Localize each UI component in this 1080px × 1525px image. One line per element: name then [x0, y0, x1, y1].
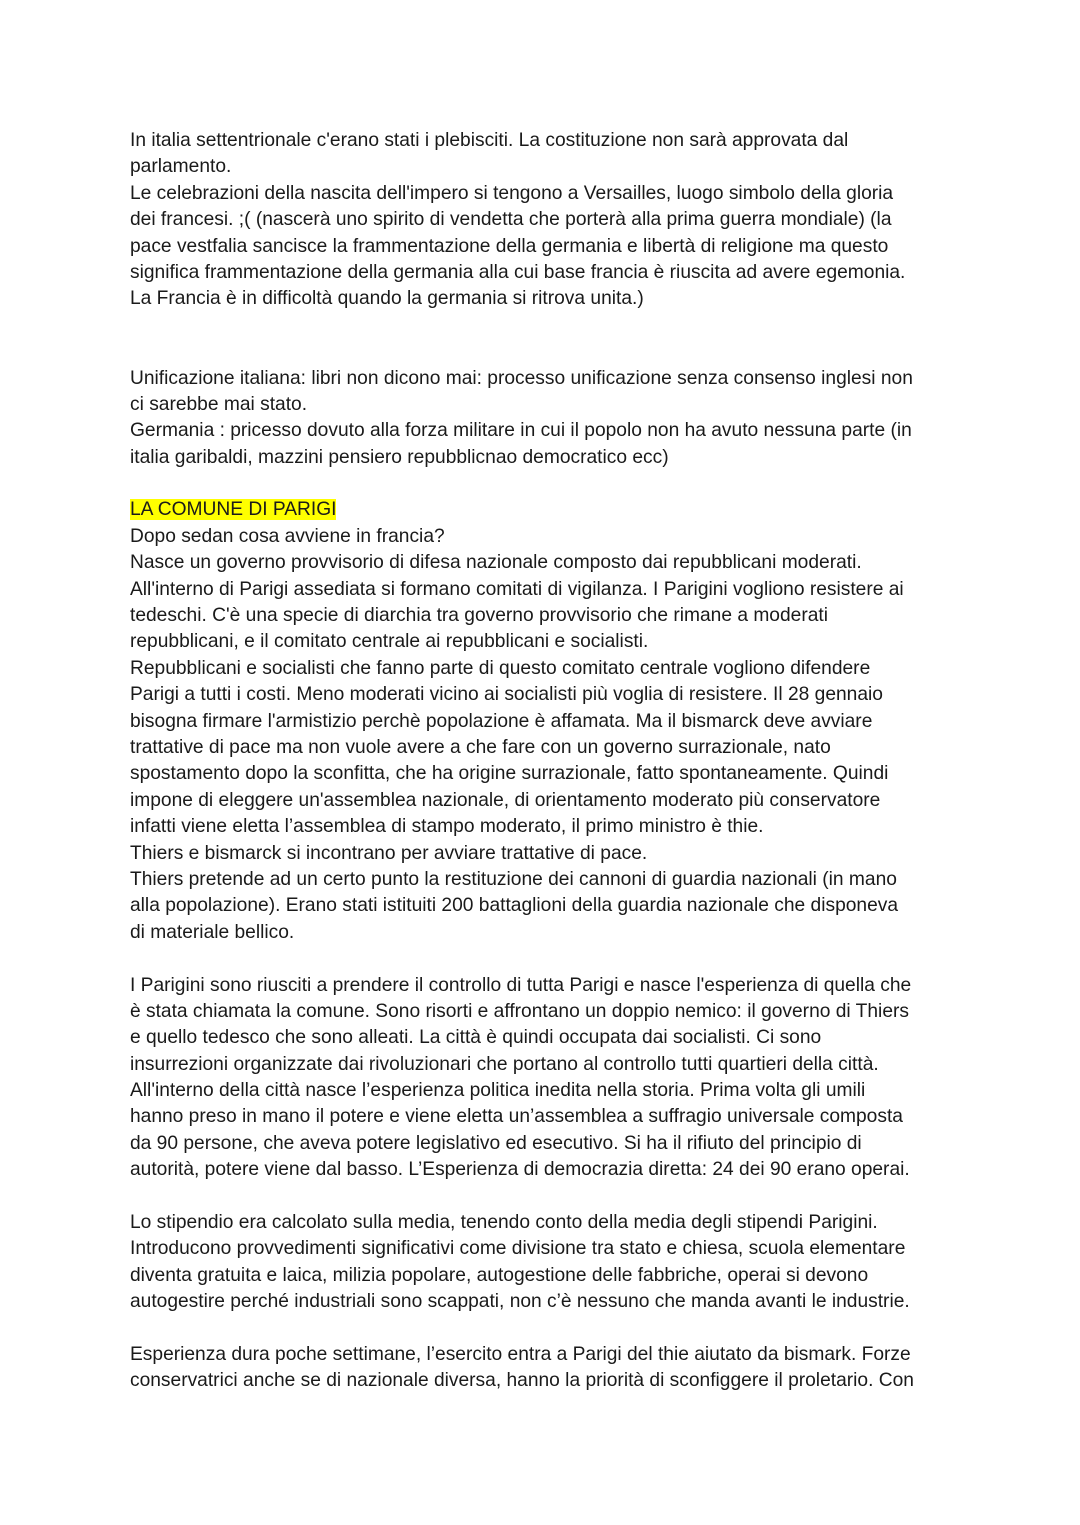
spacer: [130, 946, 960, 972]
text-line: infatti viene eletta l’assemblea di stampo moderato, il primo ministro è thie.: [130, 816, 764, 838]
text-line: insurrezioni organizzate dai rivoluzionari che portano al controllo tutti quartieri della città.: [130, 1053, 879, 1075]
text-line: autorità, potere viene dal basso. L’Esperienza di democrazia diretta: 24 dei 90 erano operai.: [130, 1159, 910, 1181]
text-line: da 90 persone, che aveva potere legislativo ed esecutivo. Si ha il rifiuto del principio di: [130, 1132, 862, 1154]
spacer: [130, 313, 960, 339]
paragraph-stipendio: [130, 1210, 960, 1316]
text-line: La Francia è in difficoltà quando la germania si ritrova unita.): [130, 288, 644, 310]
text-line: e quello tedesco che sono alleati. La città è quindi occupata dai socialisti. Ci sono: [130, 1027, 822, 1049]
text-line: Introducono provvedimenti significativi come divisione tra stato e chiesa, scuola elementare: [130, 1238, 906, 1260]
text-line: Repubblicani e socialisti che fanno parte di questo comitato centrale vogliono difendere: [130, 657, 871, 679]
text-line: parlamento.: [130, 156, 232, 178]
spacer: [130, 1316, 960, 1342]
spacer: [130, 339, 960, 365]
text-line: In italia settentrionale c'erano stati i plebisciti. La costituzione non sarà approvata dal: [130, 130, 849, 151]
text-line: repubblicani, e il comitato centrale ai repubblicani e socialisti.: [130, 631, 649, 653]
text-line: Le celebrazioni della nascita dell'impero si tengono a Versailles, luogo simbolo della gloria: [130, 182, 894, 204]
paragraph-comune: [130, 524, 960, 946]
paragraph-plebisciti: [130, 128, 960, 313]
text-line: All'interno della città nasce l’esperienza politica inedita nella storia. Prima volta gli umili: [130, 1080, 866, 1102]
text-line: significa frammentazione della germania alla cui base francia è riuscita ad avere egemonia.: [130, 261, 906, 283]
text-line: dei francesi. ;( (nascerà uno spirito di vendetta che porterà alla prima guerra mondiale) (la: [130, 209, 892, 231]
spacer: [130, 1184, 960, 1210]
text-line: Parigi a tutti i costi. Meno moderati vicino ai socialisti più voglia di resistere. Il 28 gennaio: [130, 684, 883, 706]
text-line: Thiers e bismarck si incontrano per avviare trattative di pace.: [130, 842, 648, 864]
text-line: conservatrici anche se di nazionale diversa, hanno la priorità di sconfiggere il proletario. Con: [130, 1370, 914, 1392]
text-line: Thiers pretende ad un certo punto la restituzione dei cannoni di guardia nazionali (in mano: [130, 868, 897, 890]
paragraph-esperienza: [130, 1342, 960, 1395]
text-line: Esperienza dura poche settimane, l’esercito entra a Parigi del thie aiutato da bismark. Forze: [130, 1343, 911, 1365]
text-line: bisogna firmare l'armistizio perchè popolazione è affamata. Ma il bismarck deve avviare: [130, 710, 873, 732]
text-line: è stata chiamata la comune. Sono risorti e affrontano un doppio nemico: il governo di Thiers: [130, 1000, 909, 1022]
text-line: Unificazione italiana: libri non dicono mai: processo unificazione senza consenso inglesi non: [130, 367, 913, 389]
paragraph-parigini: [130, 973, 960, 1184]
text-line: Dopo sedan cosa avviene in francia?: [130, 525, 445, 547]
text-line: Nasce un governo provvisorio di difesa nazionale composto dai repubblicani moderati.: [130, 552, 862, 574]
text-line: All'interno di Parigi assediata si formano comitati di vigilanza. I Parigini vogliono resistere ai: [130, 578, 904, 600]
text-line: alla popolazione). Erano stati istituiti 200 battaglioni della guardia nazionale che disponeva: [130, 895, 899, 917]
text-line: diventa gratuita e laica, milizia popolare, autogestione delle fabbriche, operai si devono: [130, 1264, 869, 1286]
text-line: di materiale bellico.: [130, 921, 295, 943]
text-line: Lo stipendio era calcolato sulla media, tenendo conto della media degli stipendi Parigini.: [130, 1212, 878, 1234]
text-line: spostamento dopo la sconfitta, che ha origine surrazionale, fatto spontaneamente. Quindi: [130, 763, 889, 785]
spacer: [130, 471, 960, 497]
text-line: autogestire perché industriali sono scappati, non c’è nessuno che manda avanti le industrie.: [130, 1291, 910, 1313]
paragraph-unificazione: [130, 366, 960, 472]
text-line: trattative di pace ma non vuole avere a che fare con un governo surrazionale, nato: [130, 736, 831, 758]
text-line: I Parigini sono riusciti a prendere il controllo di tutta Parigi e nasce l'esperienza di quella che: [130, 974, 912, 996]
text-line: tedeschi. C'è una specie di diarchia tra governo provvisorio che rimane a moderati: [130, 605, 828, 627]
section-heading: [130, 497, 960, 523]
text-line: italia garibaldi, mazzini pensiero repubblicnao democratico ecc): [130, 446, 669, 468]
document-page: [130, 128, 960, 1395]
text-line: ci sarebbe mai stato.: [130, 393, 308, 415]
text-line: hanno preso in mano il potere e viene eletta un’assemblea a suffragio universale composta: [130, 1106, 903, 1128]
text-line: impone di eleggere un'assemblea nazionale, di orientamento moderato più conservatore: [130, 789, 881, 811]
text-line: Germania : pricesso dovuto alla forza militare in cui il popolo non ha avuto nessuna parte (in: [130, 420, 912, 442]
highlighted-heading: LA COMUNE DI PARIGI: [130, 499, 337, 521]
text-line: pace vestfalia sancisce la frammentazione della germania e libertà di religione ma questo: [130, 235, 889, 257]
